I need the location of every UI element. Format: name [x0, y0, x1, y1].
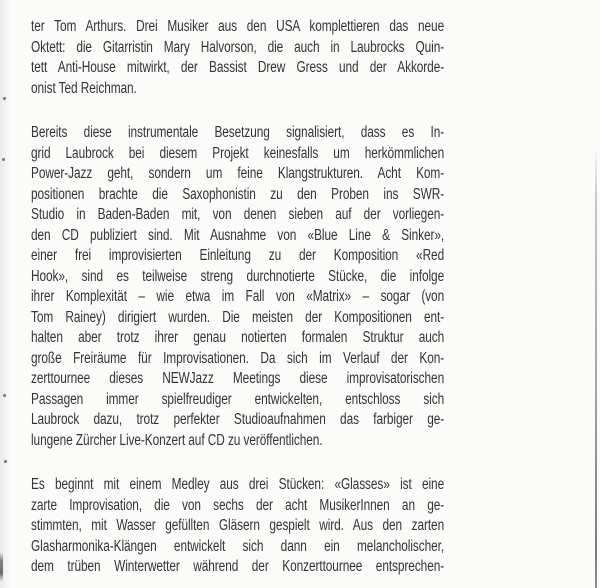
- text-line: einer frei improvisierten Einleitung zu der Komposition «Red: [31, 247, 445, 264]
- text-line: Power-Jazz geht, sondern um feine Klangstrukturen. Acht Kom-: [31, 165, 445, 182]
- paragraph: [31, 17, 444, 99]
- text-line: Laubrock dazu, trotz perfekter Studioaufnahmen das farbiger ge-: [31, 411, 445, 428]
- bottom-left-page-mark: [0, 552, 3, 582]
- body-text: [31, 17, 444, 588]
- text-line: ihrer Komplexität – wie etwa im Fall von «Matrix» – sogar (von: [31, 288, 445, 305]
- text-line: Tom Rainey) dirigiert wurden. Die meisten der Kompositionen ent-: [31, 308, 445, 326]
- text-line: tett Anti-House mitwirkt, der Bassist Drew Gress und der Akkorde-: [31, 59, 445, 76]
- text-line: Bereits diese instrumentale Besetzung signalisiert, dass es In-: [31, 124, 445, 141]
- text-line: dem trüben Winterwetter während der Konzerttournee entsprechen-: [31, 558, 445, 575]
- page-right-edge-line: [595, 148, 597, 588]
- text-line: zerttournee dieses NEWJazz Meetings diese improvisatorischen: [31, 370, 445, 387]
- paragraph: [31, 475, 444, 578]
- page-left-edge-shadow: [0, 0, 11, 588]
- text-line: Passagen immer spielfreudiger entwickelten, entschloss sich: [31, 390, 445, 408]
- text-line: onist Ted Reichman.: [31, 79, 137, 97]
- text-line: den CD publiziert sind. Mit Ausnahme von «Blue Line & Sinker»,: [31, 226, 445, 244]
- paragraph: [31, 123, 444, 451]
- text-line: Es beginnt mit einem Medley aus drei Stücken: «Glasses» ist eine: [31, 476, 445, 493]
- text-line: Hook», sind es teilweise streng durchnotierte Stücke, die infolge: [31, 267, 445, 285]
- text-line: positionen brachte die Saxophonistin zu den Proben ins SWR-: [31, 185, 445, 203]
- text-line: Studio in Baden-Baden mit, von denen sieben auf der vorliegen-: [31, 206, 445, 223]
- text-line: stimmten, mit Wasser gefüllten Gläsern gespielt wird. Aus den zarten: [31, 517, 445, 534]
- text-line: Oktett: die Gitarristin Mary Halvorson, die auch in Laubrocks Quin-: [31, 38, 445, 56]
- text-line: lungene Zürcher Live-Konzert auf CD zu veröffentlichen.: [31, 431, 323, 449]
- text-line: große Freiräume für Improvisationen. Da sich im Verlauf der Kon-: [31, 349, 445, 367]
- text-line: halten aber trotz ihrer genau notierten formalen Struktur auch: [31, 329, 445, 346]
- text-line: Glasharmonika-Klängen entwickelt sich dann ein melancholischer,: [31, 537, 445, 555]
- text-line: grid Laubrock bei diesem Projekt keinesfalls um herkömmlichen: [31, 144, 445, 162]
- text-line: zarte Improvisation, die von sechs der acht MusikerInnen an ge-: [31, 496, 445, 514]
- text-line: ter Tom Arthurs. Drei Musiker aus den USA komplettieren das neue: [31, 18, 445, 35]
